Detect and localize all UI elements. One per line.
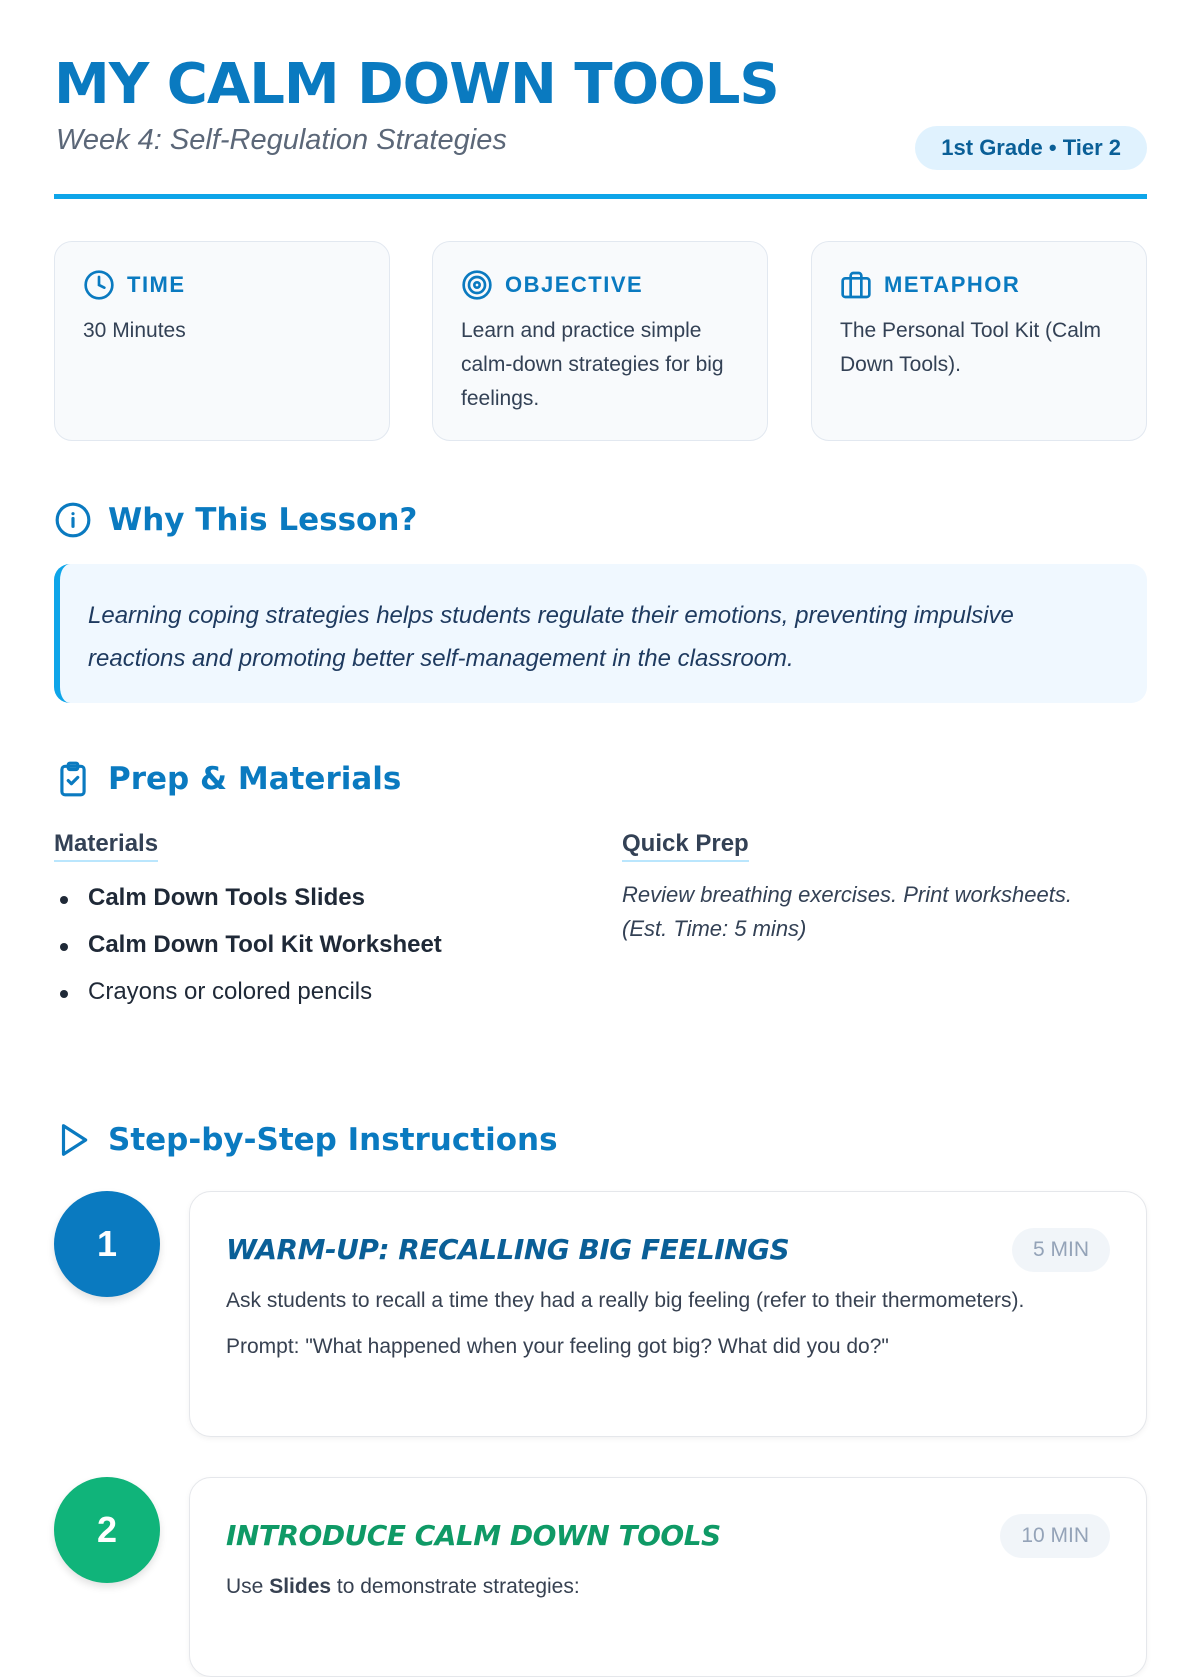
step-number-1: 1 [54,1191,160,1297]
page-subtitle: Week 4: Self-Regulation Strategies [56,124,507,156]
clipboard-check-icon [54,760,92,798]
slides-emphasis: Slides [269,1575,332,1598]
step-text-2-pre: Use [226,1575,270,1598]
step-card-1 [189,1191,1147,1437]
list-item: Calm Down Tool Kit Worksheet [54,925,442,972]
grade-tier-badge: 1st Grade • Tier 2 [915,126,1147,170]
target-icon [461,269,493,301]
why-callout: Learning coping strategies helps students regulate their emotions, preventing impulsive reactions and promoting better self-management in the classroom. [54,564,1147,703]
metaphor-label: METAPHOR [884,272,1021,297]
step-text-1: Ask students to recall a time they had a really big feeling (refer to their thermometers). [226,1289,1025,1312]
step-text-2 [226,1570,1110,1603]
objective-label: OBJECTIVE [505,272,644,297]
objective-text: Learn and practice simple calm-down strategies for big feelings. [461,319,724,410]
time-label: TIME [127,272,186,297]
header-divider [54,194,1147,199]
info-icon [54,501,92,539]
metaphor-card [811,241,1147,441]
objective-card [432,241,768,441]
page-title: MY CALM DOWN TOOLS [54,52,779,117]
metaphor-text: The Personal Tool Kit (Calm Down Tools). [840,319,1102,376]
toolkit-icon [840,269,872,301]
step-text-2-post: to demonstrate strategies: [331,1575,580,1598]
step-time-badge-1: 5 MIN [1012,1228,1110,1272]
step-time-badge-2: 10 MIN [1000,1514,1110,1558]
time-card [54,241,390,441]
step-number-2: 2 [54,1477,160,1583]
steps-section-heading [54,1118,558,1162]
materials-title: Materials [54,830,158,862]
time-value: 30 Minutes [83,319,186,342]
why-section-heading [54,498,417,542]
steps-title: Step-by-Step Instructions [108,1122,558,1158]
step-card-2 [189,1477,1147,1677]
quick-prep-text: Review breathing exercises. Print worksheets. (Est. Time: 5 mins) [622,882,1072,941]
list-item: Calm Down Tools Slides [54,878,442,925]
prep-section-heading [54,757,401,801]
step-title-1: WARM-UP: RECALLING BIG FEELINGS [226,1233,790,1266]
list-item: Crayons or colored pencils [54,972,442,1019]
step-prompt-1: Prompt: "What happened when your feeling got big? What did you do?" [226,1335,889,1358]
prep-title: Prep & Materials [108,761,402,797]
why-title: Why This Lesson? [108,502,418,538]
quick-prep-title: Quick Prep [622,830,749,862]
step-title-2: INTRODUCE CALM DOWN TOOLS [226,1519,721,1552]
clock-icon [83,269,115,301]
play-icon [54,1121,92,1159]
materials-list [54,878,442,1019]
